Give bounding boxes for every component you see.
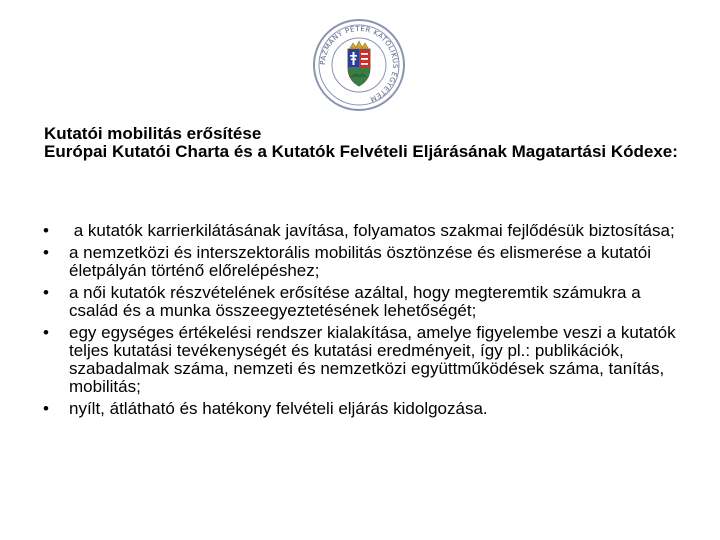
list-item xyxy=(40,324,680,396)
heading-line-1: Kutatói mobilitás erősítése xyxy=(44,124,262,143)
seal-ring-text: PÁZMÁNY PÉTER KATOLIKUS EGYETEM xyxy=(318,24,400,104)
list-item-text: a nemzetközi és interszektorális mobilitás ösztönzése és elismerése a kutatói életpályán történő előrelépéshez; xyxy=(69,243,652,280)
bullet-icon: • xyxy=(43,221,49,240)
bullet-icon: • xyxy=(43,243,49,262)
list-item xyxy=(40,284,680,320)
list-item-text: nyílt, átlátható és hatékony felvételi eljárás kidolgozása. xyxy=(69,399,488,418)
university-seal-icon xyxy=(312,18,406,112)
bullet-icon: • xyxy=(43,399,49,418)
bullet-list xyxy=(40,222,680,422)
list-item-text: egy egységes értékelési rendszer kialakítása, amelye figyelembe veszi a kutatók teljes kutatási tevékenységét és kutatási eredményeit, így pl.: publikációk, szabadalmak száma, nemzeti és nemzetközi együttműködések száma, tanítás, mobilitás; xyxy=(69,323,676,396)
bullet-icon: • xyxy=(43,323,49,342)
bullet-icon: • xyxy=(43,283,49,302)
list-item xyxy=(40,222,680,240)
slide-heading xyxy=(44,125,684,161)
list-item xyxy=(40,244,680,280)
list-item-text: a női kutatók részvételének erősítése azáltal, hogy megteremtik számukra a család és a munka összeegyeztetésének lehetőségét; xyxy=(69,283,641,320)
list-item-text: a kutatók karrierkilátásának javítása, folyamatos szakmai fejlődésük biztosítása; xyxy=(69,221,675,240)
heading-line-2: Európai Kutatói Charta és a Kutatók Felvételi Eljárásának Magatartási Kódexe: xyxy=(44,142,678,161)
list-item xyxy=(40,400,680,418)
